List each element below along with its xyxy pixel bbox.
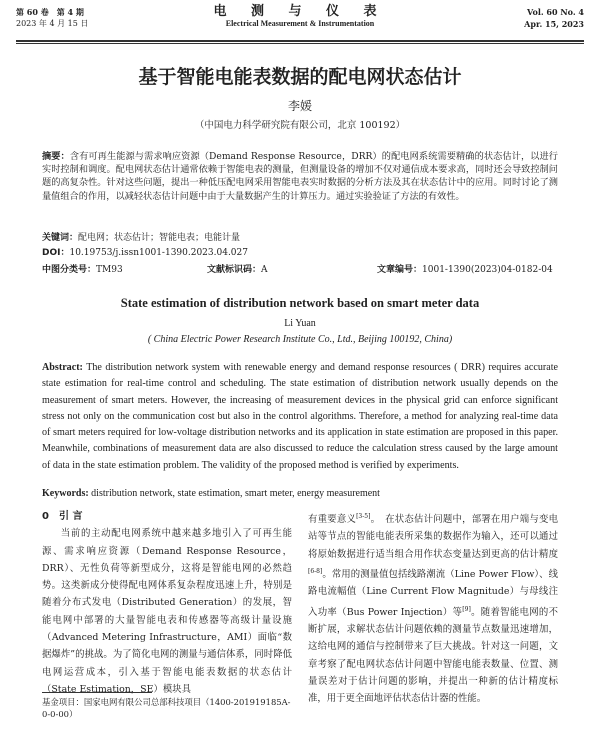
fund-footnote: 基金项目：国家电网有限公司总部科技项目（1400-201919185A-0-0-00） <box>42 697 291 719</box>
intro-right-text-c: 。常用的测量值包括线路潮流（Line Power Flow）、线路电流幅值（Line Current Flow Magnitude）与母线注入功率（Bus Power Injection）等 <box>308 569 558 618</box>
header-right <box>524 6 584 30</box>
abstract-cn-text: 含有可再生能源与需求响应资源（Demand Response Resource，DRR）的配电网系统需要精确的状态估计，以进行实时控制和调度。配电网状态估计通常依赖于智能电表的测量，但测量设备的增加不仅对通信成本要求高，同时还会导致控制问题的高复杂性。针对这些问题，提出一种低压配电网采用智能电表实时数据的分析方法及其在状态估计中的应用。同时讨论了测量值组合的作用，以减轻状态估计问题中由于大量数据产生的计算压力。通过实验验证了方法的有效性。 <box>42 151 558 202</box>
keywords-cn-text: 配电网；状态估计；智能电表；电能计量 <box>78 233 241 243</box>
keywords-cn-label: 关键词： <box>42 233 79 243</box>
citation-a: [3-5] <box>356 513 371 520</box>
doi <box>42 247 558 259</box>
header-rule-thin <box>16 43 584 44</box>
keywords-en-text: distribution network, state estimation, smart meter, energy measurement <box>91 488 380 499</box>
intro-paragraph-left <box>42 525 292 698</box>
date-en: Apr. 15, 2023 <box>524 19 584 29</box>
body-column-right <box>308 508 558 708</box>
article-code <box>377 262 553 275</box>
clc-value: TM93 <box>96 265 123 275</box>
classification-row <box>42 262 558 276</box>
clc-label: 中图分类号： <box>42 265 97 275</box>
intro-paragraph-right <box>308 508 558 708</box>
footnote-rule <box>42 692 152 693</box>
author-en: Li Yuan <box>284 318 316 329</box>
clc-code <box>42 262 123 275</box>
abstract-cn <box>42 150 558 203</box>
citation-c: [9] <box>462 605 471 613</box>
keywords-cn <box>42 232 558 244</box>
intro-right-text-d: 。随着智能电网的不断扩展，求解状态估计问题依赖的测量节点数量迅速增加，这给电网的通信与控制带来了巨大挑战。针对这一问题，文章考察了配电网状态估计问题中智能电能表数量、位置、测量误差对于估计问题的影响，并提出一种新的估计精度标准，用于更全面地评估状态估计器的性能。 <box>308 606 558 705</box>
citation-b: [6-8] <box>308 568 323 576</box>
abstract-en-text: The distribution network system with renewable energy and demand response resources ( DRR) requires accurate state estimation for real-time control and scheduling. The state estimation of distribution network usually depends on the measurement of smart meters. However, the increasing of measurement devices in the physical grid can enforce significant stress not only on the communication cost but also in the control algorithms. Therefore, a method for analyzing real-time data of smart meters required for low-voltage distribution networks and its application in state estimation are proposed in this paper. Meanwhile, combinations of measurement data are also discussed to reduce the calculation stress caused by the large amount of data in the state estimation problem. The validity of the proposed method is verified by experiments. <box>42 362 558 471</box>
abstract-en-label: Abstract: <box>42 362 83 373</box>
article-label: 文章编号： <box>377 265 423 275</box>
doi-text: 10.19753/j.issn1001-1390.2023.04.027 <box>69 248 248 258</box>
section-heading-intro: 0 引 言 <box>42 511 83 522</box>
doc-code <box>207 262 268 275</box>
doc-label: 文献标识码： <box>207 265 262 275</box>
keywords-en <box>42 488 558 499</box>
author-cn: 李媛 <box>287 99 312 113</box>
keywords-en-label: Keywords: <box>42 488 89 499</box>
doi-label: DOI： <box>42 248 70 258</box>
paper-title-cn: 基于智能电能表数据的配电网状态估计 <box>138 66 462 88</box>
intro-right-text-a: 有重要意义 <box>308 514 357 526</box>
paper-title-en: State estimation of distribution network based on smart meter data <box>120 296 480 310</box>
page-header <box>16 6 584 36</box>
affiliation-cn: （中国电力科学研究院有限公司，北京 100192） <box>194 120 406 131</box>
doc-value: A <box>261 265 268 275</box>
date-cn: 2023 年 4 月 15 日 <box>16 19 89 28</box>
volume-cn: 第 60 卷 第 4 期 <box>16 7 84 17</box>
header-center <box>16 6 584 30</box>
abstract-en <box>42 360 558 474</box>
abstract-cn-label: 摘要： <box>42 151 70 162</box>
article-value: 1001-1390(2023)04-0182-04 <box>422 265 553 275</box>
volume-en: Vol. 60 No. 4 <box>527 7 584 17</box>
journal-name-en: Electrical Measurement & Instrumentation <box>225 19 375 28</box>
header-rule-thick <box>16 40 584 42</box>
intro-left-text: 当前的主动配电网系统中越来越多地引入了可再生能源、需求响应资源（Demand Response Resource，DRR）、无性负荷等新型成分，这将是智能电网的必然趋势。这类新成分使得配电网体系复杂程度迅速上升，特别是随着分布式发电（Distributed Generation）的发展，智能电网中部署的大量智能电表和传感器等高级计量设施（Advanced Metering Infrastructure，AMI）面临“数据爆炸”的挑战。为了简化电网的测量与通信体系，同时降低电网运营成本，引入基于智能电能表数据的状态估计（State Estimation，SE）模块具 <box>42 528 292 695</box>
journal-name-cn: 电 测 与 仪 表 <box>213 4 387 19</box>
affiliation-en: ( China Electric Power Research Institute Co., Ltd., Beijing 100192, China) <box>147 334 453 345</box>
intro-right-text-b: 。 在状态估计问题中，部署在用户端与变电站等节点的智能电能表所采集的数据作为输入，还可以通过将原始数据进行适当组合用作状态变量达到更高的估计精度 <box>308 514 558 560</box>
body-column-left <box>42 508 292 698</box>
